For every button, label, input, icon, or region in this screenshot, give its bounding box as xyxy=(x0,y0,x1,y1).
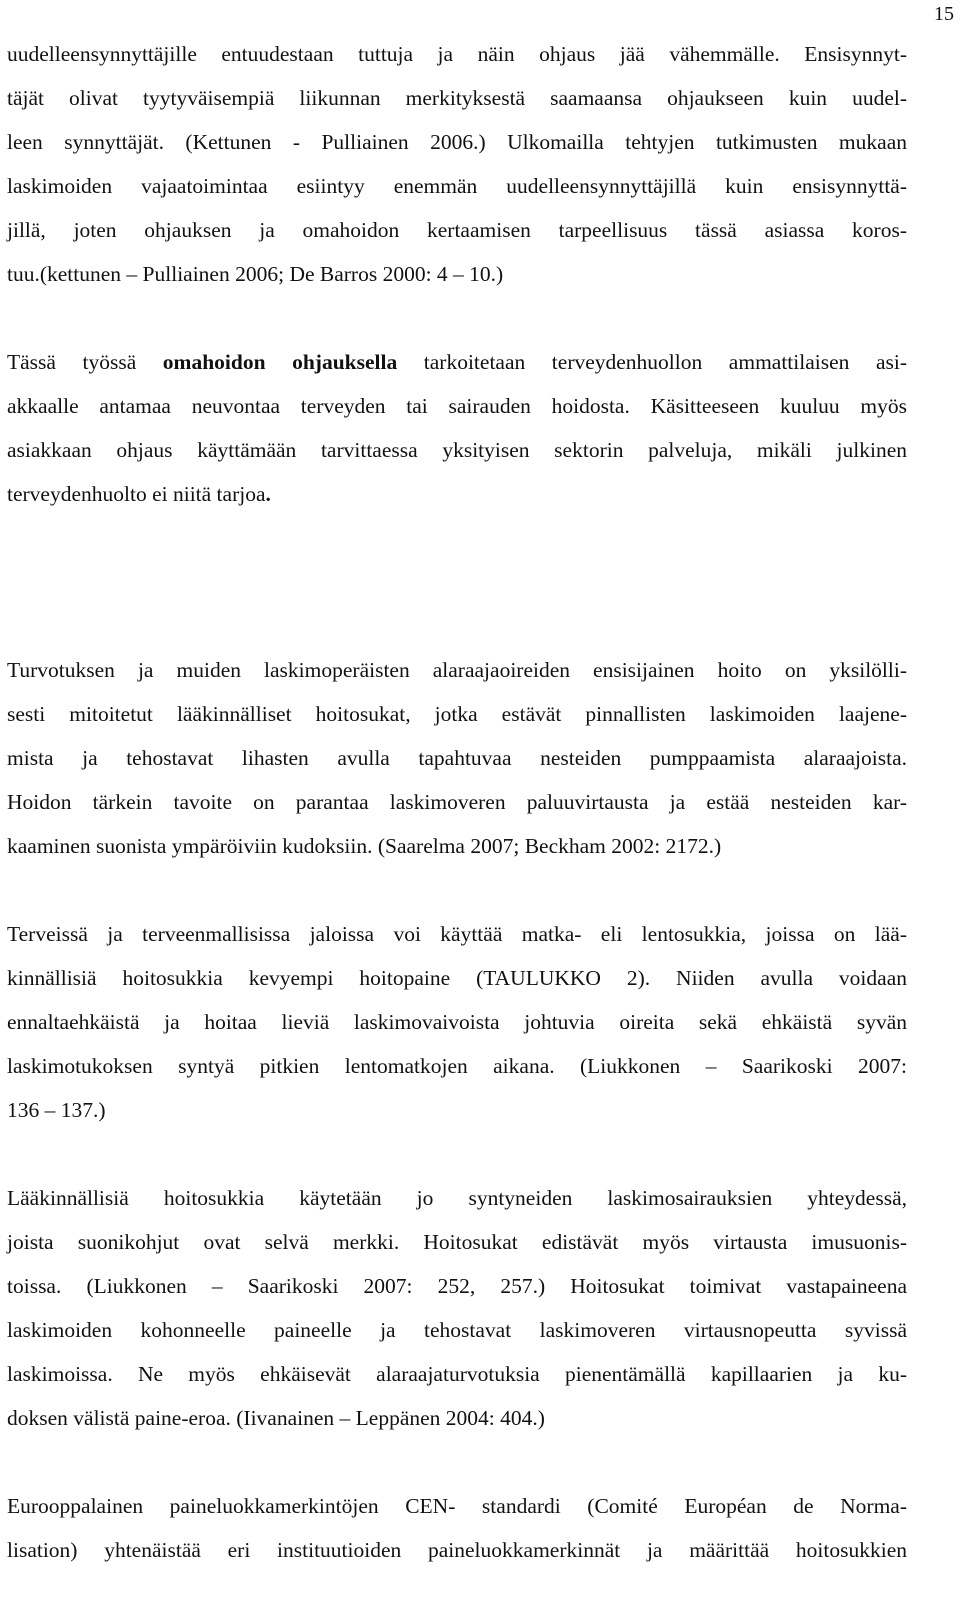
paragraph-line: doksen välistä paine-eroa. (Iivanainen – Leppänen 2004: 404.) xyxy=(7,1406,545,1430)
paragraph-2 xyxy=(7,340,907,516)
paragraph-line: mista ja tehostavat lihasten avulla tapahtuvaa nesteiden pumppaamista alaraajoista. xyxy=(7,746,907,770)
section-heading xyxy=(7,560,907,604)
emphasis-period: . xyxy=(265,482,271,506)
paragraph-line xyxy=(7,340,907,384)
page-number: 15 xyxy=(934,3,954,25)
paragraph-line: Hoidon tärkein tavoite on parantaa laskimoveren paluuvirtausta ja estää nesteiden kar- xyxy=(7,790,907,814)
emphasis-term: omahoidon ohjauksella xyxy=(162,350,398,374)
paragraph-line: toissa. (Liukkonen – Saarikoski 2007: 252, 257.) Hoitosukat toimivat vastapaineena xyxy=(7,1274,907,1298)
paragraph-line: lisation) yhtenäistää eri instituutioiden paineluokkamerkinnät ja määrittää hoitosukkien xyxy=(7,1538,907,1562)
paragraph-line xyxy=(7,472,907,516)
text-run: Tässä työssä xyxy=(7,350,163,374)
text-run: terveydenhuolto ei niitä tarjoa xyxy=(7,482,266,506)
paragraph-line: laskimotukoksen syntyä pitkien lentomatkojen aikana. (Liukkonen – Saarikoski 2007: xyxy=(7,1054,907,1078)
paragraph-4 xyxy=(7,912,907,1132)
paragraph-1 xyxy=(7,32,907,296)
paragraph-line: asiakkaan ohjaus käyttämään tarvittaessa yksityisen sektorin palveluja, mikäli julkinen xyxy=(7,438,907,462)
paragraph-line: joista suonikohjut ovat selvä merkki. Hoitosukat edistävät myös virtausta imusuonis- xyxy=(7,1230,907,1254)
paragraph-6 xyxy=(7,1484,907,1572)
paragraph-line: kinnällisiä hoitosukkia kevyempi hoitopaine (TAULUKKO 2). Niiden avulla voidaan xyxy=(7,966,907,990)
paragraph-line: Terveissä ja terveenmallisissa jaloissa voi käyttää matka- eli lentosukkia, joissa on lää- xyxy=(7,922,907,946)
paragraph-line: täjät olivat tyytyväisempiä liikunnan merkityksestä saamaansa ohjaukseen kuin uudel- xyxy=(7,86,907,110)
paragraph-line: 136 – 137.) xyxy=(7,1098,106,1122)
paragraph-line: Lääkinnällisiä hoitosukkia käytetään jo syntyneiden laskimosairauksien yhteydessä, xyxy=(7,1186,907,1210)
paragraph-line: ennaltaehkäistä ja hoitaa lieviä laskimovaivoista johtuvia oireita sekä ehkäistä syvän xyxy=(7,1010,907,1034)
paragraph-line: laskimoiden kohonneelle paineelle ja tehostavat laskimoveren virtausnopeutta syvissä xyxy=(7,1318,907,1342)
page-content xyxy=(7,32,907,1572)
paragraph-line: uudelleensynnyttäjille entuudestaan tuttuja ja näin ohjaus jää vähemmälle. Ensisynnyt- xyxy=(7,42,907,66)
paragraph-line: laskimoiden vajaatoimintaa esiintyy enemmän uudelleensynnyttäjillä kuin ensisynnyttä- xyxy=(7,174,907,198)
paragraph-3 xyxy=(7,648,907,868)
paragraph-line: tuu.(kettunen – Pulliainen 2006; De Barros 2000: 4 – 10.) xyxy=(7,262,504,286)
paragraph-line: akkaalle antamaa neuvontaa terveyden tai sairauden hoidosta. Käsitteeseen kuuluu myös xyxy=(7,394,907,418)
paragraph-5 xyxy=(7,1176,907,1440)
text-run: tarkoitetaan terveydenhuollon ammattilaisen asi- xyxy=(397,350,907,374)
paragraph-line: kaaminen suonista ympäröiviin kudoksiin. (Saarelma 2007; Beckham 2002: 2172.) xyxy=(7,834,722,858)
paragraph-line: jillä, joten ohjauksen ja omahoidon kertaamisen tarpeellisuus tässä asiassa koros- xyxy=(7,218,907,242)
paragraph-line: laskimoissa. Ne myös ehkäisevät alaraajaturvotuksia pienentämällä kapillaarien ja ku- xyxy=(7,1362,907,1386)
paragraph-line: Eurooppalainen paineluokkamerkintöjen CEN- standardi (Comité Européan de Norma- xyxy=(7,1494,907,1518)
paragraph-line: Turvotuksen ja muiden laskimoperäisten alaraajaoireiden ensisijainen hoito on yksilölli- xyxy=(7,658,907,682)
paragraph-line: leen synnyttäjät. (Kettunen - Pulliainen 2006.) Ulkomailla tehtyjen tutkimusten mukaan xyxy=(7,130,907,154)
paragraph-line: sesti mitoitetut lääkinnälliset hoitosukat, jotka estävät pinnallisten laskimoiden laajene- xyxy=(7,702,907,726)
